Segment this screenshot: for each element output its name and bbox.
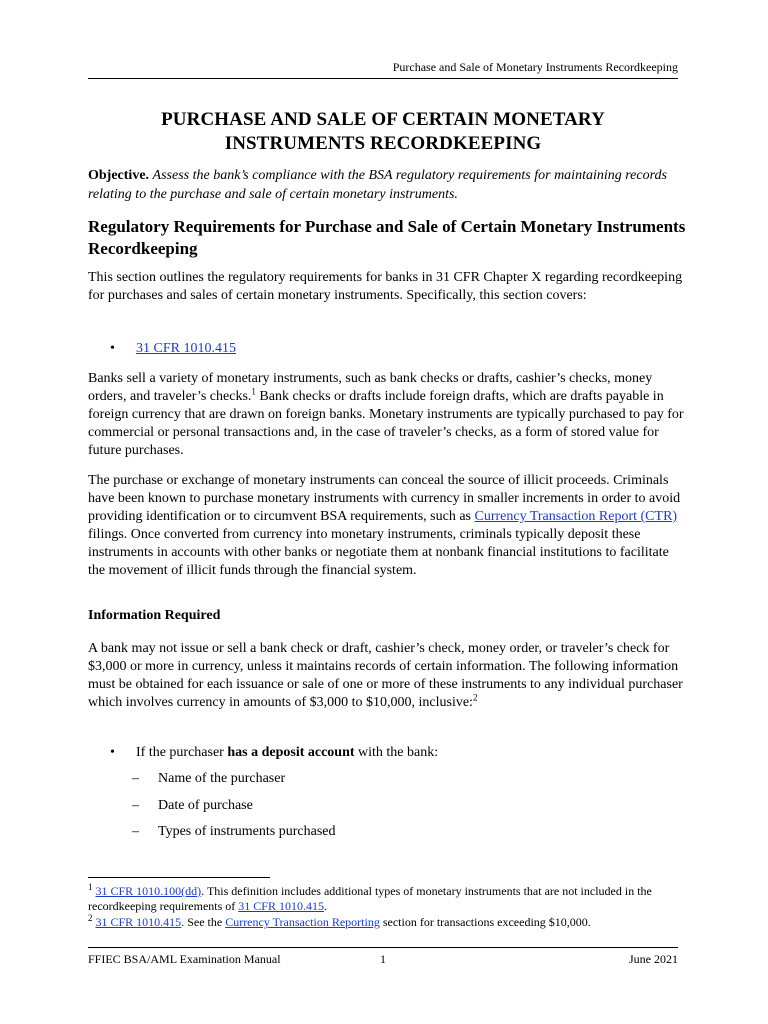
cfr-1010-415-link[interactable]: 31 CFR 1010.415 bbox=[238, 899, 324, 913]
deposit-account-bullet bbox=[110, 744, 438, 762]
para2-text-a: The purchase or exchange of monetary instruments can conceal the source of illicit proceeds. Criminals have been known to purchase monetary instruments with currency in smaller increments in order to avoid providing identification or to circumvent BSA requirements, such as bbox=[88, 473, 681, 524]
sub-item bbox=[132, 770, 285, 788]
dash-marker: – bbox=[132, 824, 139, 839]
bullet-dot: • bbox=[110, 745, 115, 760]
running-header: Purchase and Sale of Monetary Instruments Recordkeeping bbox=[88, 60, 678, 79]
title-line-2: INSTRUMENTS RECORDKEEPING bbox=[224, 133, 542, 154]
footnote-1 bbox=[88, 884, 688, 914]
footnote-ref-2[interactable]: 2 bbox=[472, 692, 478, 703]
cfr-1010-100dd-link[interactable]: 31 CFR 1010.100(dd) bbox=[95, 884, 202, 898]
footnote-divider bbox=[88, 877, 270, 878]
dash-marker: – bbox=[132, 798, 139, 813]
deposit-pre: If the purchaser bbox=[136, 745, 228, 760]
info-required-heading: Information Required bbox=[88, 608, 221, 623]
sub-item-label: Types of instruments purchased bbox=[158, 824, 336, 839]
para1-text-b: Bank checks or drafts include foreign drafts, which are drafts payable in foreign currency that are drawn on foreign banks. Monetary instruments are typically purchased to pay for commercial or personal transactions and, in the case of traveler’s checks, as a form of stored value for future purchases. bbox=[88, 389, 684, 458]
objective bbox=[88, 166, 688, 204]
para3-text: A bank may not issue or sell a bank check or draft, cashier’s check, money order, or traveler’s check for $3,000 or more in currency, unless it maintains records of certain information. The following information must be obtained for each issuance or sale of one or more of these instruments to any individual purchaser which involves currency in amounts of $3,000 to $10,000, inclusive: bbox=[88, 641, 683, 710]
cfr-1010-415-link[interactable]: 31 CFR 1010.415 bbox=[136, 341, 236, 356]
ctr-link[interactable]: Currency Transaction Report (CTR) bbox=[474, 509, 678, 524]
title-line-1: PURCHASE AND SALE OF CERTAIN MONETARY bbox=[161, 109, 605, 130]
paragraph-information-required bbox=[88, 640, 688, 712]
bullet-dot: • bbox=[110, 341, 115, 356]
para1-text-a: Banks sell a variety of monetary instruments, such as bank checks or drafts, cashier’s checks, money orders, and traveler’s checks. bbox=[88, 371, 653, 404]
sub-item bbox=[132, 823, 335, 841]
section-heading: Regulatory Requirements for Purchase and Sale of Certain Monetary Instruments Recordkeeping bbox=[88, 217, 686, 258]
deposit-bold: has a deposit account bbox=[227, 745, 355, 760]
footnote-2 bbox=[88, 915, 688, 930]
sub-item bbox=[132, 797, 253, 815]
footer-page-number: 1 bbox=[380, 952, 386, 966]
objective-text: Assess the bank’s compliance with the BSA regulatory requirements for maintaining records relating to the purchase and sale of certain monetary instruments. bbox=[88, 168, 667, 202]
cfr-1010-415-link[interactable]: 31 CFR 1010.415 bbox=[95, 915, 182, 929]
objective-label: Objective. bbox=[88, 168, 150, 183]
footnote-2-end: section for transactions exceeding $10,000. bbox=[379, 915, 591, 929]
footer-date: June 2021 bbox=[629, 952, 678, 966]
dash-marker: – bbox=[132, 771, 139, 786]
footnote-2-text: . See the bbox=[181, 915, 226, 929]
currency-transaction-reporting-link[interactable]: Currency Transaction Reporting bbox=[225, 915, 380, 929]
intro-paragraph: This section outlines the regulatory requirements for banks in 31 CFR Chapter X regarding recordkeeping for purchases and sales of certain monetary instruments. Specifically, this section covers: bbox=[88, 270, 683, 303]
footnote-1-end: . bbox=[323, 899, 327, 913]
page-footer bbox=[88, 947, 678, 966]
footnote-ref-1[interactable]: 1 bbox=[251, 386, 256, 397]
footnote-1-text: . This definition includes additional types of monetary instruments that are not included in the recordkeeping requirements of bbox=[88, 884, 652, 913]
paragraph-monetary-instruments bbox=[88, 370, 688, 460]
covers-bullet bbox=[110, 340, 236, 358]
footnote-2-mark: 2 bbox=[88, 913, 93, 923]
footnote-1-mark: 1 bbox=[88, 882, 93, 892]
sub-item-label: Date of purchase bbox=[158, 798, 253, 813]
footer-manual-title: FFIEC BSA/AML Examination Manual bbox=[88, 952, 281, 966]
deposit-post: with the bank: bbox=[354, 745, 439, 760]
sub-item-label: Name of the purchaser bbox=[158, 771, 286, 786]
paragraph-illicit-proceeds bbox=[88, 472, 688, 580]
para2-text-b: filings. Once converted from currency into monetary instruments, criminals typically deposit these instruments in accounts with other banks or negotiate them at nonbank financial institutions to facilitate the movement of illicit funds through the financial system. bbox=[88, 527, 669, 578]
page-title bbox=[88, 108, 678, 156]
